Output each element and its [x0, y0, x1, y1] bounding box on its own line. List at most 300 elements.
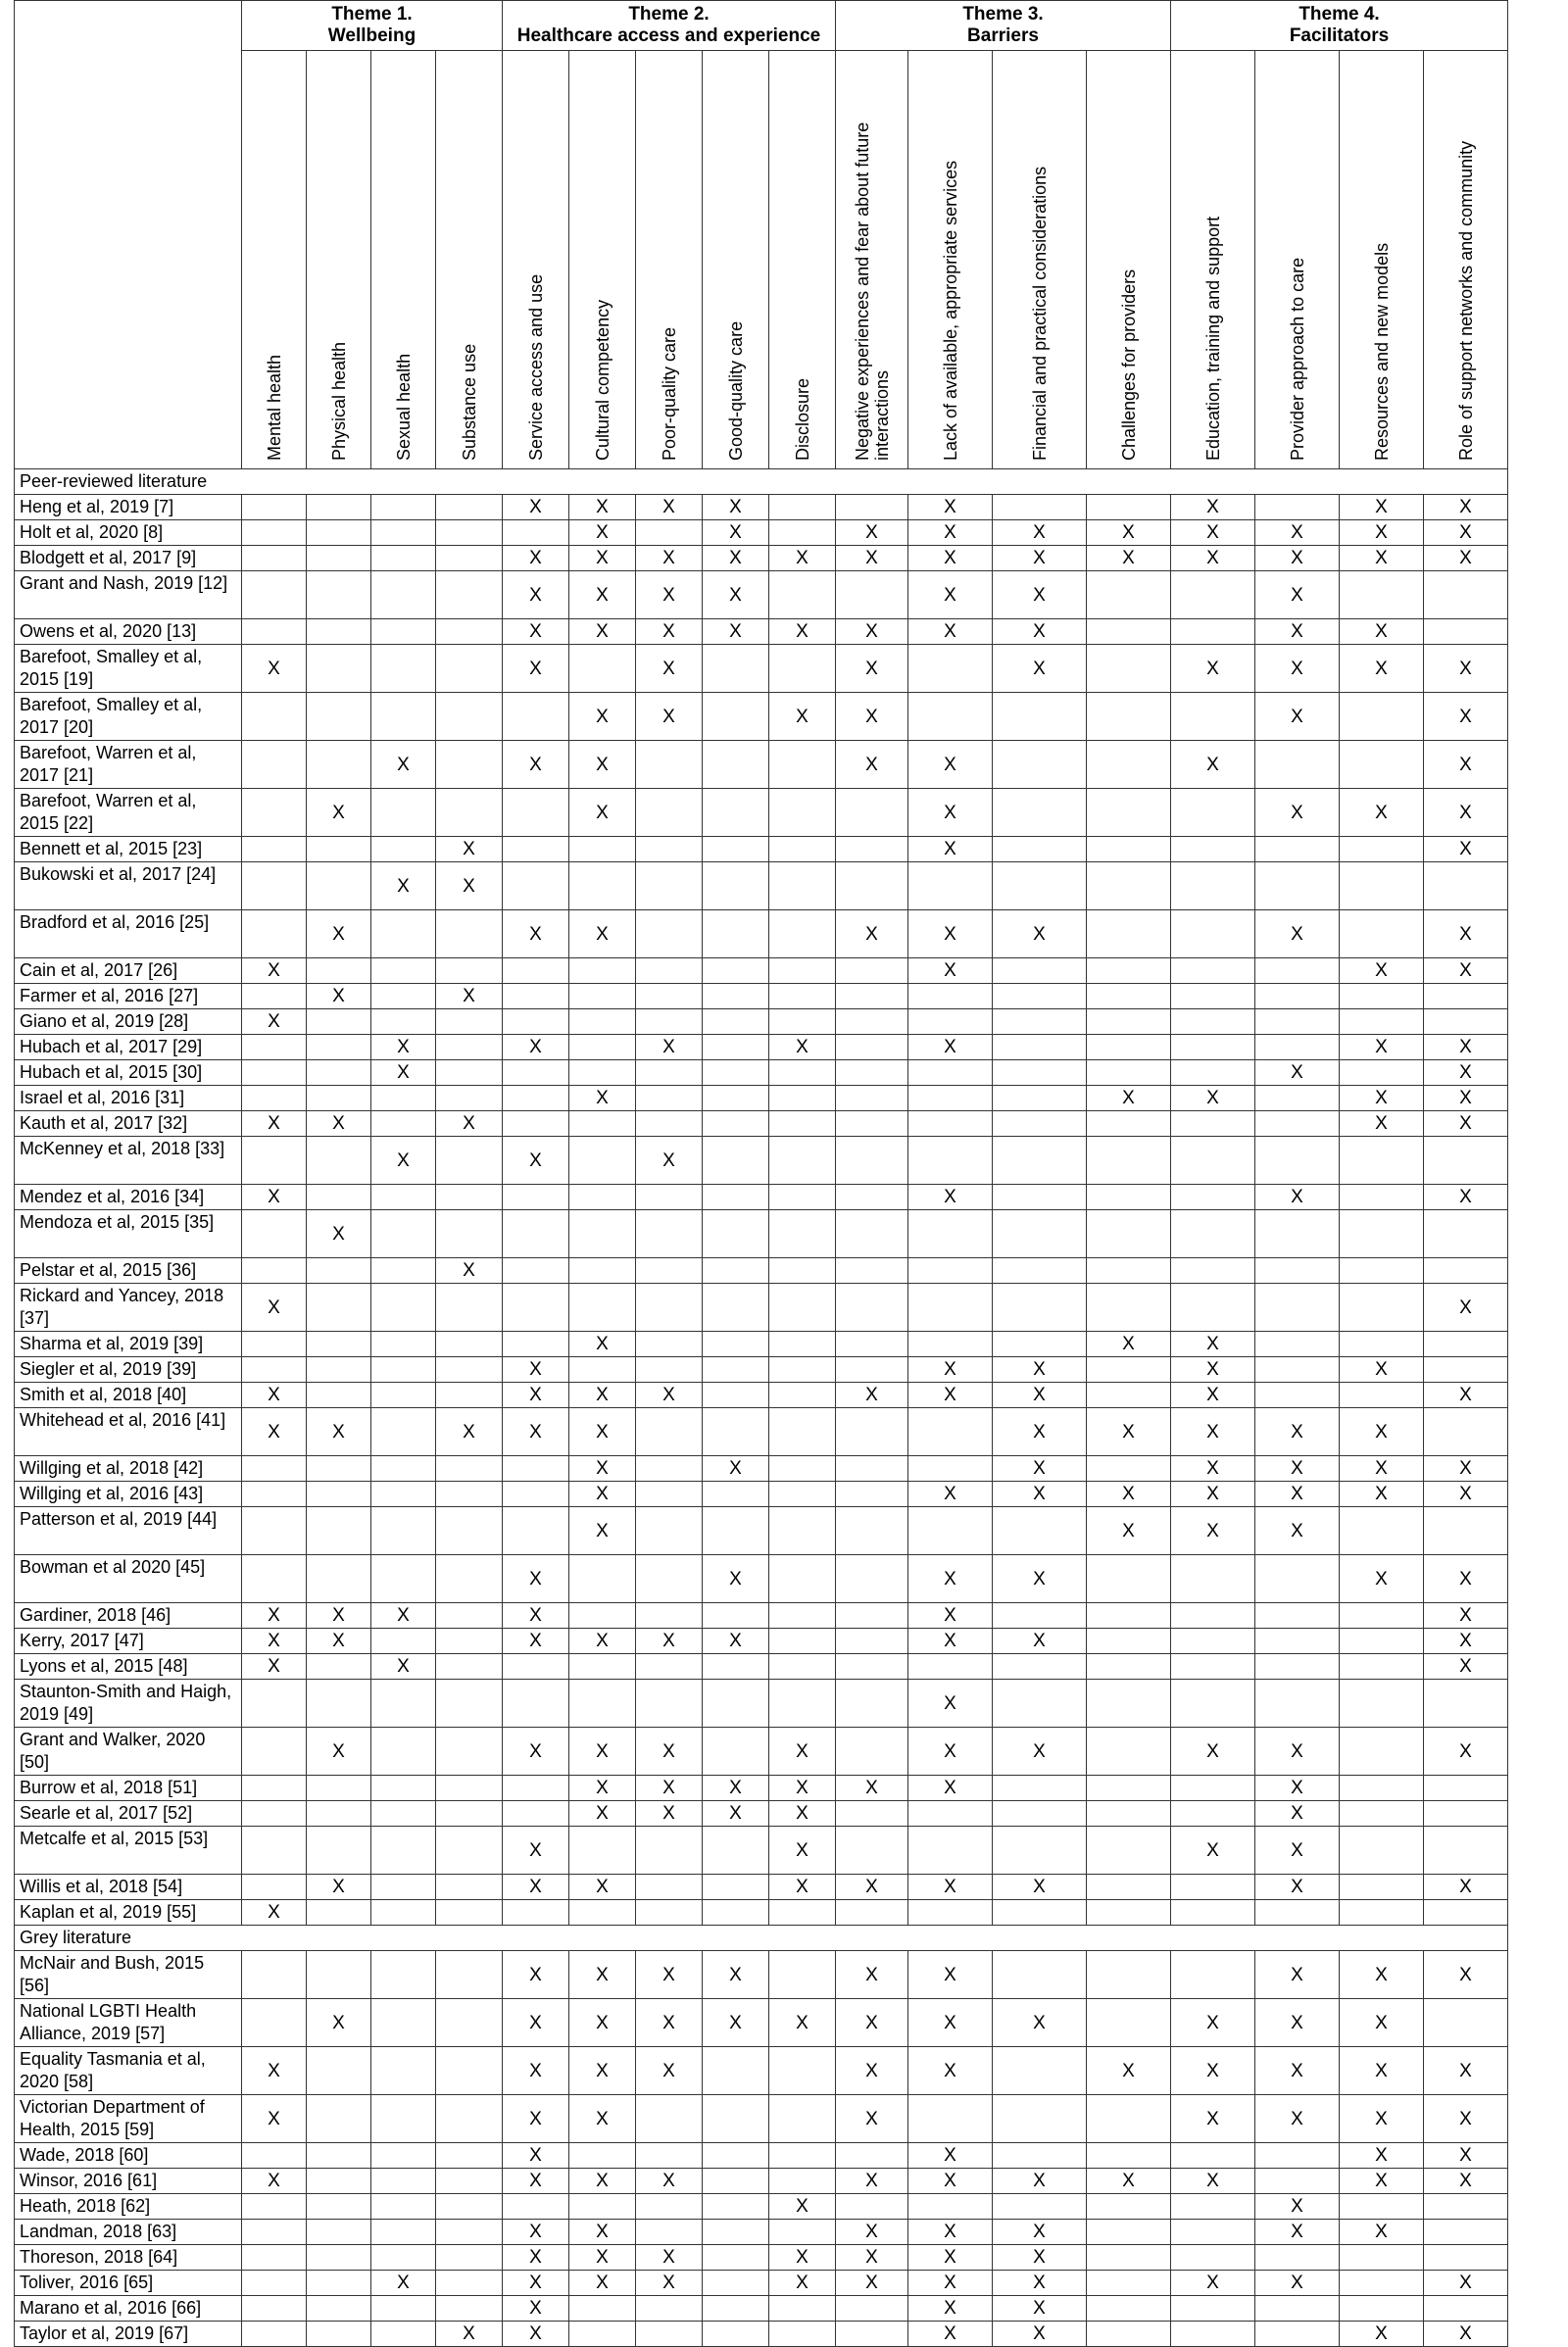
empty-cell	[503, 1801, 569, 1827]
empty-cell	[307, 1456, 371, 1482]
empty-cell	[307, 2245, 371, 2271]
empty-cell	[503, 789, 569, 837]
table-row	[15, 2143, 1508, 2169]
empty-cell	[703, 1408, 769, 1456]
theme-mark: X	[307, 1629, 371, 1654]
empty-cell	[503, 693, 569, 741]
empty-cell	[307, 1086, 371, 1111]
empty-cell	[836, 571, 908, 619]
theme-mark: X	[1424, 1456, 1508, 1482]
column-header-label: Resources and new models	[1371, 242, 1392, 461]
empty-cell	[436, 910, 503, 958]
empty-cell	[836, 2143, 908, 2169]
empty-cell	[242, 1507, 307, 1555]
theme-mark: X	[908, 837, 993, 862]
empty-cell	[769, 1456, 836, 1482]
empty-cell	[371, 1629, 436, 1654]
theme-mark: X	[307, 1210, 371, 1258]
theme-mark: X	[569, 1507, 636, 1555]
column-header	[993, 51, 1087, 469]
empty-cell	[636, 1603, 703, 1629]
theme-mark: X	[371, 862, 436, 910]
empty-cell	[436, 693, 503, 741]
theme-mark: X	[908, 789, 993, 837]
empty-cell	[242, 2143, 307, 2169]
theme-mark: X	[1255, 1999, 1340, 2047]
empty-cell	[371, 1284, 436, 1332]
empty-cell	[993, 1086, 1087, 1111]
theme-mark: X	[1340, 1456, 1424, 1482]
empty-cell	[703, 2220, 769, 2245]
empty-cell	[1340, 2245, 1424, 2271]
empty-cell	[703, 1680, 769, 1728]
table-row	[15, 571, 1508, 619]
empty-cell	[569, 1009, 636, 1035]
empty-cell	[993, 1776, 1087, 1801]
empty-cell	[307, 1555, 371, 1603]
theme-mark: X	[436, 862, 503, 910]
theme-mark: X	[636, 645, 703, 693]
empty-cell	[636, 2143, 703, 2169]
theme-mark: X	[993, 2271, 1087, 2296]
theme-mark: X	[1087, 520, 1171, 546]
empty-cell	[569, 1210, 636, 1258]
theme-mark: X	[908, 1603, 993, 1629]
theme-mark: X	[371, 1603, 436, 1629]
empty-cell	[703, 1009, 769, 1035]
empty-cell	[1424, 1680, 1508, 1728]
theme-mark: X	[569, 2095, 636, 2143]
empty-cell	[769, 741, 836, 789]
empty-cell	[836, 1111, 908, 1137]
theme-mark: X	[993, 910, 1087, 958]
theme-mark: X	[242, 958, 307, 984]
theme-mark: X	[242, 1900, 307, 1926]
empty-cell	[1340, 984, 1424, 1009]
table-row	[15, 1009, 1508, 1035]
study-citation: Grant and Nash, 2019 [12]	[15, 571, 242, 619]
empty-cell	[703, 2194, 769, 2220]
theme-mark: X	[636, 2245, 703, 2271]
empty-cell	[836, 1456, 908, 1482]
table-row	[15, 495, 1508, 520]
empty-cell	[307, 2169, 371, 2194]
theme-mark: X	[1171, 520, 1255, 546]
empty-cell	[1340, 571, 1424, 619]
table-row	[15, 789, 1508, 837]
empty-cell	[636, 2220, 703, 2245]
table-row	[15, 1875, 1508, 1900]
table-row	[15, 1456, 1508, 1482]
empty-cell	[1171, 2322, 1255, 2347]
theme-mark: X	[503, 1951, 569, 1999]
empty-cell	[908, 693, 993, 741]
empty-cell	[242, 1086, 307, 1111]
theme-mark: X	[1255, 571, 1340, 619]
empty-cell	[769, 2047, 836, 2095]
empty-cell	[1087, 2271, 1171, 2296]
theme-mark: X	[1424, 1951, 1508, 1999]
empty-cell	[636, 741, 703, 789]
theme-mark: X	[307, 1999, 371, 2047]
empty-cell	[1340, 1137, 1424, 1185]
empty-cell	[1340, 1801, 1424, 1827]
theme-mark: X	[1087, 546, 1171, 571]
empty-cell	[636, 520, 703, 546]
theme-mark: X	[1255, 1482, 1340, 1507]
empty-cell	[1255, 2296, 1340, 2322]
theme-mark: X	[1424, 1603, 1508, 1629]
empty-cell	[503, 1060, 569, 1086]
theme-mark: X	[636, 1999, 703, 2047]
empty-cell	[908, 2194, 993, 2220]
empty-cell	[371, 1776, 436, 1801]
theme-header	[503, 1, 836, 51]
theme-mark: X	[703, 520, 769, 546]
empty-cell	[371, 1951, 436, 1999]
theme-mark: X	[1424, 1185, 1508, 1210]
table-row	[15, 1680, 1508, 1728]
theme-mark: X	[1340, 1035, 1424, 1060]
empty-cell	[908, 645, 993, 693]
theme-header	[242, 1, 503, 51]
empty-cell	[569, 645, 636, 693]
empty-cell	[371, 2047, 436, 2095]
empty-cell	[242, 1555, 307, 1603]
empty-cell	[1087, 1555, 1171, 1603]
theme-mark: X	[1424, 1728, 1508, 1776]
empty-cell	[436, 1801, 503, 1827]
theme-mark: X	[436, 837, 503, 862]
empty-cell	[769, 2095, 836, 2143]
empty-cell	[1171, 1603, 1255, 1629]
empty-cell	[1087, 1009, 1171, 1035]
theme-mark: X	[1424, 1035, 1508, 1060]
theme-mark: X	[503, 1728, 569, 1776]
empty-cell	[908, 1137, 993, 1185]
empty-cell	[1255, 1332, 1340, 1357]
theme-mark: X	[1255, 645, 1340, 693]
empty-cell	[307, 693, 371, 741]
empty-cell	[1340, 1258, 1424, 1284]
theme-mark: X	[569, 1629, 636, 1654]
theme-header	[1171, 1, 1508, 51]
theme-mark: X	[242, 1284, 307, 1332]
theme-mark: X	[1424, 2169, 1508, 2194]
empty-cell	[371, 1408, 436, 1456]
table-row	[15, 645, 1508, 693]
empty-cell	[1087, 1999, 1171, 2047]
column-header-label: Disclosure	[792, 377, 812, 461]
empty-cell	[703, 789, 769, 837]
theme-mark: X	[836, 2245, 908, 2271]
theme-mark: X	[993, 2245, 1087, 2271]
empty-cell	[993, 2095, 1087, 2143]
empty-cell	[703, 1383, 769, 1408]
empty-cell	[769, 571, 836, 619]
empty-cell	[636, 910, 703, 958]
empty-cell	[769, 1900, 836, 1926]
study-citation: Barefoot, Warren et al, 2015 [22]	[15, 789, 242, 837]
table-container	[14, 0, 1508, 2347]
table-row	[15, 1951, 1508, 1999]
empty-cell	[636, 1185, 703, 1210]
empty-cell	[307, 619, 371, 645]
column-header	[908, 51, 993, 469]
empty-cell	[1340, 837, 1424, 862]
empty-cell	[636, 2322, 703, 2347]
column-header-label: Good-quality care	[725, 320, 746, 461]
table-row	[15, 1185, 1508, 1210]
theme-mark: X	[703, 571, 769, 619]
study-citation: Holt et al, 2020 [8]	[15, 520, 242, 546]
theme-mark: X	[836, 910, 908, 958]
empty-cell	[636, 1482, 703, 1507]
column-header-label: Negative experiences and fear about future interactions	[852, 122, 892, 461]
empty-cell	[371, 958, 436, 984]
theme-mark: X	[503, 910, 569, 958]
theme-mark: X	[307, 1875, 371, 1900]
empty-cell	[1171, 837, 1255, 862]
empty-cell	[307, 1827, 371, 1875]
empty-cell	[436, 1951, 503, 1999]
empty-cell	[1087, 1875, 1171, 1900]
theme-title: Theme 4.	[1298, 4, 1380, 24]
theme-mark: X	[569, 2169, 636, 2194]
empty-cell	[1255, 1357, 1340, 1383]
empty-cell	[769, 2143, 836, 2169]
theme-mark: X	[1424, 2047, 1508, 2095]
empty-cell	[636, 1900, 703, 1926]
theme-mark: X	[636, 546, 703, 571]
empty-cell	[1424, 571, 1508, 619]
theme-mark: X	[569, 1408, 636, 1456]
empty-cell	[242, 1776, 307, 1801]
empty-cell	[1171, 1210, 1255, 1258]
theme-mark: X	[1255, 619, 1340, 645]
empty-cell	[908, 1900, 993, 1926]
empty-cell	[993, 741, 1087, 789]
theme-mark: X	[769, 1999, 836, 2047]
column-header-label: Provider approach to care	[1287, 257, 1307, 461]
empty-cell	[307, 1258, 371, 1284]
column-header-label: Role of support networks and community	[1455, 140, 1476, 461]
empty-cell	[371, 1680, 436, 1728]
theme-mark: X	[636, 619, 703, 645]
empty-cell	[703, 693, 769, 741]
theme-mark: X	[836, 546, 908, 571]
empty-cell	[1340, 1680, 1424, 1728]
table-row	[15, 1603, 1508, 1629]
empty-cell	[993, 1507, 1087, 1555]
empty-cell	[1424, 1801, 1508, 1827]
study-citation: Thoreson, 2018 [64]	[15, 2245, 242, 2271]
empty-cell	[1340, 1332, 1424, 1357]
study-citation: Barefoot, Warren et al, 2017 [21]	[15, 741, 242, 789]
theme-mark: X	[242, 2169, 307, 2194]
study-citation: Siegler et al, 2019 [39]	[15, 1357, 242, 1383]
theme-mark: X	[1171, 2169, 1255, 2194]
theme-mark: X	[1340, 495, 1424, 520]
empty-cell	[1424, 1827, 1508, 1875]
empty-cell	[703, 1728, 769, 1776]
empty-cell	[993, 958, 1087, 984]
theme-mark: X	[636, 1035, 703, 1060]
empty-cell	[436, 619, 503, 645]
theme-mark: X	[769, 2194, 836, 2220]
empty-cell	[307, 1284, 371, 1332]
theme-mark: X	[908, 1629, 993, 1654]
table-row	[15, 1507, 1508, 1555]
empty-cell	[993, 1680, 1087, 1728]
theme-mark: X	[836, 1383, 908, 1408]
column-header	[1171, 51, 1255, 469]
table-row	[15, 1284, 1508, 1332]
table-row	[15, 1900, 1508, 1926]
empty-cell	[436, 1900, 503, 1926]
empty-cell	[436, 1060, 503, 1086]
empty-cell	[703, 645, 769, 693]
theme-mark: X	[1171, 495, 1255, 520]
table-row	[15, 1555, 1508, 1603]
empty-cell	[242, 984, 307, 1009]
empty-cell	[836, 2322, 908, 2347]
empty-cell	[836, 789, 908, 837]
column-header-label: Education, training and support	[1202, 216, 1223, 461]
empty-cell	[1087, 495, 1171, 520]
theme-mark: X	[636, 693, 703, 741]
empty-cell	[371, 1332, 436, 1357]
table-row	[15, 1629, 1508, 1654]
empty-cell	[636, 1357, 703, 1383]
empty-cell	[769, 1284, 836, 1332]
empty-cell	[703, 1060, 769, 1086]
theme-mark: X	[503, 1603, 569, 1629]
empty-cell	[993, 984, 1087, 1009]
theme-mark: X	[703, 1456, 769, 1482]
theme-mark: X	[503, 1827, 569, 1875]
empty-cell	[242, 1680, 307, 1728]
theme-mark: X	[1255, 910, 1340, 958]
empty-cell	[703, 1284, 769, 1332]
empty-cell	[503, 2194, 569, 2220]
theme-mark: X	[1424, 693, 1508, 741]
empty-cell	[436, 2143, 503, 2169]
theme-mark: X	[1255, 1060, 1340, 1086]
empty-cell	[371, 693, 436, 741]
empty-cell	[769, 958, 836, 984]
study-citation: Metcalfe et al, 2015 [53]	[15, 1827, 242, 1875]
theme-mark: X	[1424, 958, 1508, 984]
study-citation: McKenney et al, 2018 [33]	[15, 1137, 242, 1185]
theme-mark: X	[1340, 1086, 1424, 1111]
column-header-label: Financial and practical considerations	[1029, 166, 1050, 461]
theme-mark: X	[1424, 2143, 1508, 2169]
theme-mark: X	[908, 2322, 993, 2347]
theme-mark: X	[1171, 1332, 1255, 1357]
table-row	[15, 2095, 1508, 2143]
empty-cell	[1087, 2322, 1171, 2347]
empty-cell	[371, 2296, 436, 2322]
empty-cell	[703, 2143, 769, 2169]
theme-mark: X	[503, 571, 569, 619]
empty-cell	[242, 2296, 307, 2322]
study-citation: Bennett et al, 2015 [23]	[15, 837, 242, 862]
empty-cell	[636, 789, 703, 837]
empty-cell	[1424, 1137, 1508, 1185]
study-citation: Barefoot, Smalley et al, 2015 [19]	[15, 645, 242, 693]
empty-cell	[836, 1009, 908, 1035]
empty-cell	[242, 2271, 307, 2296]
empty-cell	[993, 1035, 1087, 1060]
column-header-label: Substance use	[459, 343, 479, 461]
empty-cell	[1255, 2143, 1340, 2169]
empty-cell	[436, 1999, 503, 2047]
empty-cell	[1171, 1009, 1255, 1035]
study-theme-matrix	[14, 0, 1508, 2347]
study-citation: Toliver, 2016 [65]	[15, 2271, 242, 2296]
empty-cell	[1255, 1900, 1340, 1926]
table-row	[15, 546, 1508, 571]
empty-cell	[436, 1629, 503, 1654]
empty-cell	[242, 1801, 307, 1827]
study-citation: Hubach et al, 2017 [29]	[15, 1035, 242, 1060]
empty-cell	[703, 1210, 769, 1258]
empty-cell	[769, 789, 836, 837]
empty-cell	[1087, 2194, 1171, 2220]
empty-cell	[836, 1801, 908, 1827]
study-citation: Giano et al, 2019 [28]	[15, 1009, 242, 1035]
empty-cell	[242, 1875, 307, 1900]
empty-cell	[1087, 1258, 1171, 1284]
theme-mark: X	[1255, 1408, 1340, 1456]
empty-cell	[307, 1507, 371, 1555]
empty-cell	[1171, 1185, 1255, 1210]
empty-cell	[307, 958, 371, 984]
study-citation: Bradford et al, 2016 [25]	[15, 910, 242, 958]
empty-cell	[769, 1507, 836, 1555]
theme-mark: X	[1340, 1482, 1424, 1507]
empty-cell	[307, 1009, 371, 1035]
empty-cell	[1087, 1951, 1171, 1999]
theme-mark: X	[1424, 837, 1508, 862]
empty-cell	[307, 2271, 371, 2296]
empty-cell	[1424, 1009, 1508, 1035]
empty-cell	[1424, 1357, 1508, 1383]
theme-mark: X	[503, 495, 569, 520]
theme-mark: X	[636, 1383, 703, 1408]
empty-cell	[242, 1456, 307, 1482]
theme-mark: X	[836, 1875, 908, 1900]
empty-cell	[1087, 1801, 1171, 1827]
empty-cell	[436, 2194, 503, 2220]
theme-mark: X	[1340, 2095, 1424, 2143]
empty-cell	[503, 1111, 569, 1137]
empty-cell	[436, 789, 503, 837]
empty-cell	[703, 1332, 769, 1357]
theme-mark: X	[836, 520, 908, 546]
empty-cell	[1255, 1383, 1340, 1408]
empty-cell	[1255, 1603, 1340, 1629]
theme-mark: X	[1171, 2271, 1255, 2296]
theme-mark: X	[908, 1728, 993, 1776]
empty-cell	[1171, 2220, 1255, 2245]
empty-cell	[908, 1258, 993, 1284]
empty-cell	[307, 2220, 371, 2245]
theme-mark: X	[503, 2143, 569, 2169]
empty-cell	[371, 1357, 436, 1383]
theme-mark: X	[1340, 2047, 1424, 2095]
